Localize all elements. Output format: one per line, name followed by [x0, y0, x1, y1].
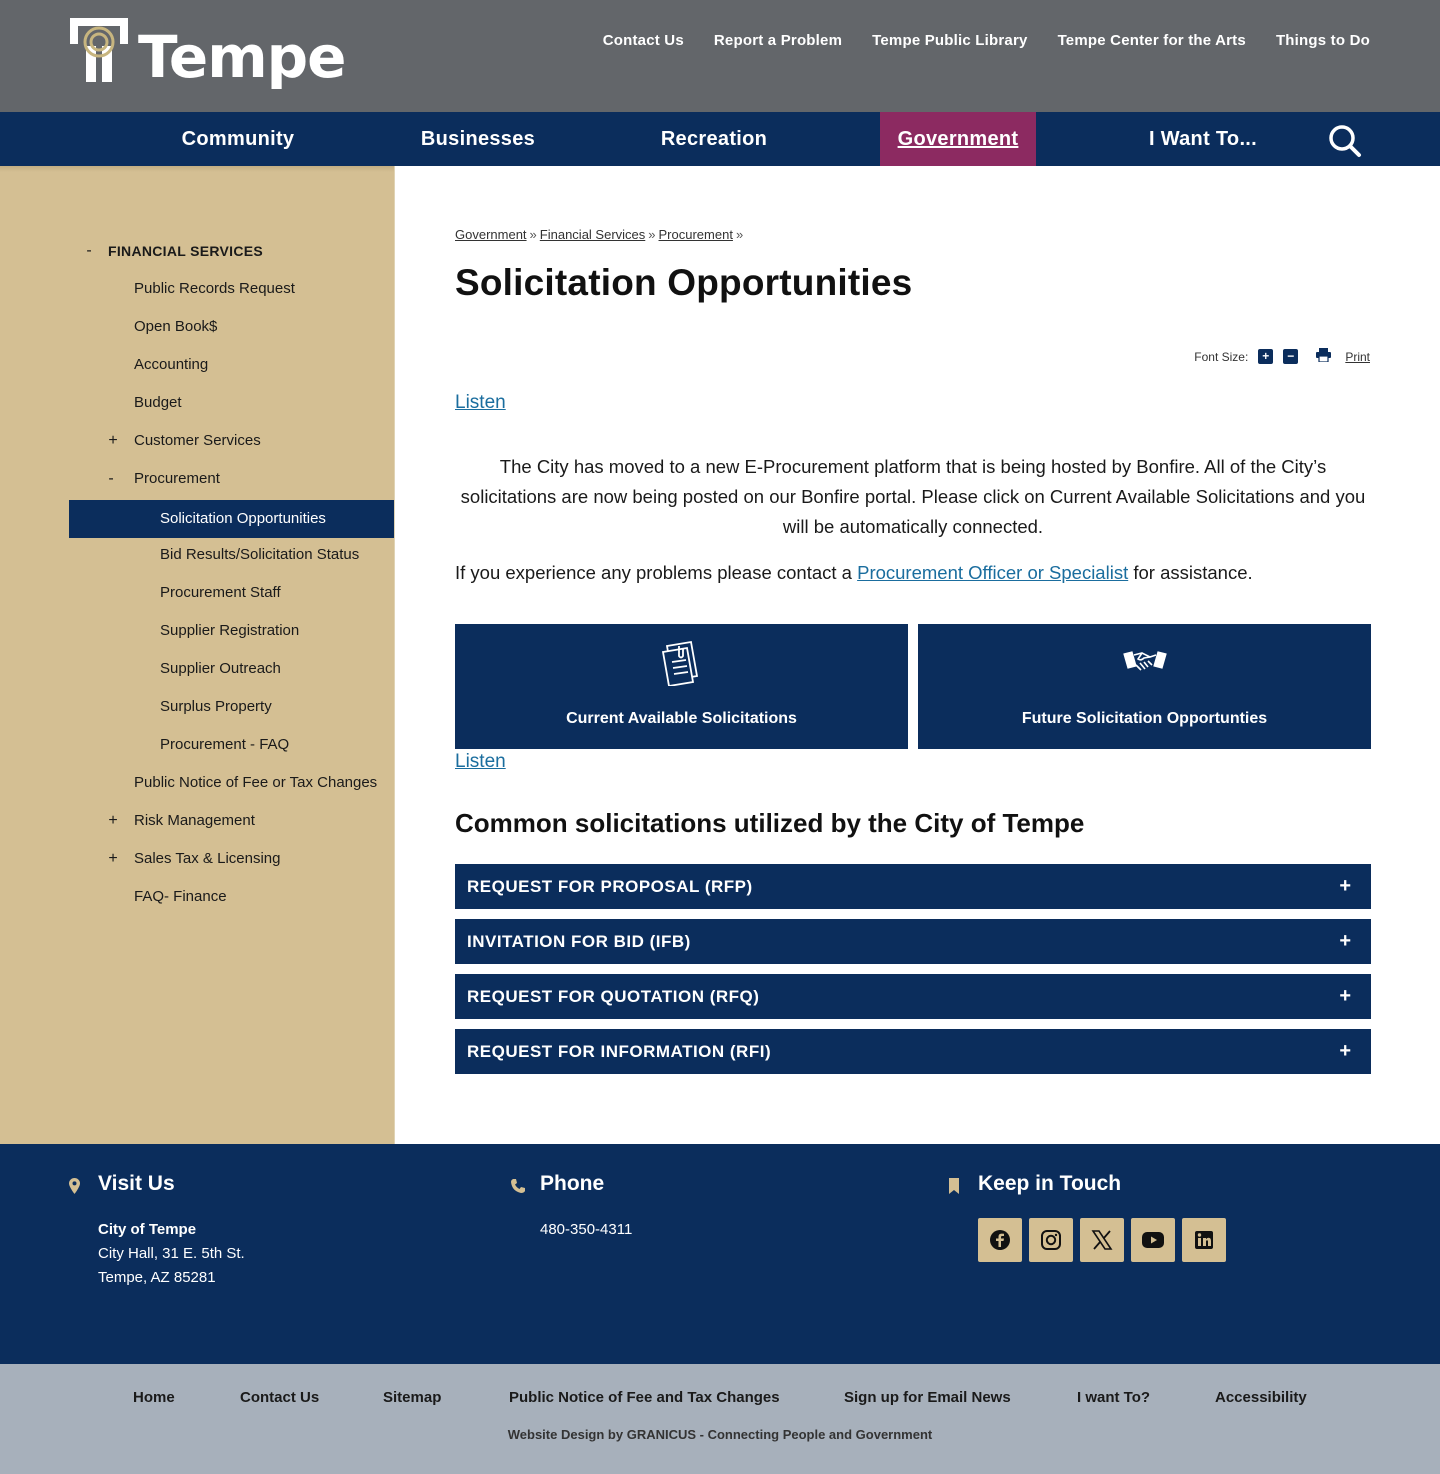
- breadcrumb-financial-services[interactable]: Financial Services: [539, 227, 646, 242]
- sidebar-item-procurement-faq[interactable]: [0, 726, 394, 764]
- footer-link-sitemap[interactable]: Sitemap: [383, 1389, 442, 1406]
- accordion-rfp[interactable]: [455, 864, 1371, 909]
- map-pin-icon: [69, 1178, 80, 1199]
- utility-nav: [603, 32, 1370, 49]
- sidebar-item-public-notice[interactable]: [0, 764, 394, 802]
- sidebar-item-accounting[interactable]: [0, 346, 394, 384]
- sidebar-item-procurement[interactable]: [0, 460, 394, 498]
- granicus-credit-link[interactable]: Website Design by GRANICUS - Connecting People and Government: [507, 1427, 933, 1442]
- search-icon[interactable]: [1324, 120, 1364, 160]
- sidebar-item-label: Procurement - FAQ: [160, 736, 290, 753]
- utility-link-report-problem[interactable]: Report a Problem: [713, 32, 843, 49]
- sidebar-item-label: Accounting: [134, 356, 209, 373]
- sidebar-item-solicitation-opportunities[interactable]: [69, 500, 395, 538]
- nav-item-businesses[interactable]: Businesses: [420, 128, 536, 150]
- sidebar-item-label: Supplier Registration: [160, 622, 300, 639]
- footer-bottom-bar: [0, 1364, 1440, 1474]
- footer-link-public-notice[interactable]: Public Notice of Fee and Tax Changes: [509, 1389, 780, 1406]
- documents-icon: [659, 640, 705, 691]
- expand-icon: +: [1339, 875, 1351, 897]
- nav-item-recreation[interactable]: Recreation: [660, 128, 768, 150]
- phone-title: Phone: [540, 1172, 605, 1195]
- contact-prefix: If you experience any problems please contact a: [455, 562, 858, 583]
- logo-wordmark: Tempe: [138, 23, 346, 91]
- font-increase-button[interactable]: +: [1258, 349, 1273, 364]
- footer-link-accessibility[interactable]: Accessibility: [1215, 1389, 1307, 1406]
- sidebar-heading-financial-services[interactable]: [0, 232, 394, 270]
- handshake-icon: [1122, 648, 1168, 683]
- utility-link-library[interactable]: Tempe Public Library: [872, 32, 1028, 49]
- sidebar-item-label: Risk Management: [134, 812, 255, 829]
- sidebar-item-label: Surplus Property: [160, 698, 272, 715]
- sidebar-item-label: Supplier Outreach: [160, 660, 281, 677]
- tile-label: Future Solicitation Opportunties: [1021, 710, 1268, 727]
- sidebar-item-label: Customer Services: [134, 432, 261, 449]
- accordion-rfi[interactable]: [455, 1029, 1371, 1074]
- page-title: Solicitation Opportunities: [455, 262, 913, 303]
- breadcrumb-government[interactable]: Government: [455, 227, 527, 242]
- font-size-label: Font Size:: [1194, 349, 1249, 364]
- site-footer: [0, 1144, 1440, 1364]
- sidebar-item-label: Procurement: [134, 470, 220, 487]
- address-line-1: City Hall, 31 E. 5th St.: [98, 1245, 245, 1262]
- page-tools: [1194, 348, 1370, 365]
- breadcrumb: [455, 227, 746, 242]
- visit-us-title: Visit Us: [98, 1172, 175, 1195]
- sidebar-item-label: Bid Results/Solicitation Status: [160, 546, 360, 563]
- current-solicitations-button[interactable]: [455, 624, 908, 749]
- sidebar-item-open-book[interactable]: [0, 308, 394, 346]
- footer-link-home[interactable]: Home: [133, 1389, 175, 1406]
- sidebar-item-supplier-registration[interactable]: [0, 612, 394, 650]
- expand-icon: +: [1339, 930, 1351, 952]
- sidebar-item-faq-finance[interactable]: [0, 878, 394, 916]
- sidebar-item-label: Budget: [134, 394, 182, 411]
- section-title: Common solicitations utilized by the City of Tempe: [455, 808, 1085, 838]
- listen-link[interactable]: Listen: [455, 392, 506, 413]
- breadcrumb-separator: »: [529, 227, 537, 242]
- nav-item-i-want-to[interactable]: I Want To...: [1148, 128, 1258, 150]
- sidebar: [0, 166, 394, 1144]
- keep-in-touch-title: Keep in Touch: [978, 1172, 1122, 1195]
- accordion-label: REQUEST FOR PROPOSAL (RFP): [467, 877, 753, 896]
- footer-link-i-want-to[interactable]: I want To?: [1077, 1389, 1151, 1406]
- collapse-toggle[interactable]: -: [108, 470, 114, 487]
- x-icon[interactable]: [1080, 1218, 1124, 1262]
- facebook-icon[interactable]: [978, 1218, 1022, 1262]
- future-opportunities-button[interactable]: [918, 624, 1371, 749]
- linkedin-icon[interactable]: [1182, 1218, 1226, 1262]
- sidebar-item-label: Sales Tax & Licensing: [134, 850, 281, 867]
- address-line-2: Tempe, AZ 85281: [98, 1269, 216, 1286]
- expand-icon: +: [1339, 985, 1351, 1007]
- sidebar-item-label: Public Records Request: [134, 280, 295, 297]
- youtube-icon[interactable]: [1131, 1218, 1175, 1262]
- footer-link-contact-us[interactable]: Contact Us: [240, 1389, 320, 1406]
- print-link[interactable]: Print: [1345, 349, 1370, 364]
- main-nav: [0, 112, 1440, 166]
- tempe-logo[interactable]: [70, 18, 346, 98]
- sidebar-item-label: FAQ- Finance: [134, 888, 227, 905]
- contact-paragraph: [455, 562, 1253, 584]
- accordion-ifb[interactable]: [455, 919, 1371, 964]
- sidebar-item-sales-tax[interactable]: [0, 840, 394, 878]
- sidebar-item-bid-results[interactable]: [0, 536, 394, 574]
- expand-toggle[interactable]: +: [108, 812, 118, 829]
- accordion-label: REQUEST FOR QUOTATION (RFQ): [467, 987, 760, 1006]
- sidebar-item-risk-management[interactable]: [0, 802, 394, 840]
- sidebar-item-label: Solicitation Opportunities: [160, 510, 326, 527]
- utility-link-center-arts[interactable]: Tempe Center for the Arts: [1057, 32, 1246, 49]
- utility-link-contact-us[interactable]: Contact Us: [602, 32, 684, 49]
- phone-number[interactable]: 480-350-4311: [540, 1221, 633, 1238]
- sidebar-item-supplier-outreach[interactable]: [0, 650, 394, 688]
- sidebar-divider: [394, 166, 395, 1144]
- tempe-logo-mark-icon: [70, 18, 130, 84]
- sidebar-shadow: [0, 166, 394, 172]
- sidebar-item-surplus-property[interactable]: [0, 688, 394, 726]
- intro-paragraph: The City has moved to a new E-Procurement platform that is being hosted by Bonfire. All of the City’s solicitations are now being posted on our Bonfire portal. Please click on Current Available Solicitations and you will be automatically connected.: [460, 456, 1366, 537]
- sidebar-item-public-records[interactable]: [0, 270, 394, 308]
- tile-label: Current Available Solicitations: [566, 710, 797, 727]
- utility-link-things-to-do[interactable]: Things to Do: [1275, 32, 1370, 49]
- sidebar-item-label: Procurement Staff: [160, 584, 281, 601]
- instagram-icon[interactable]: [1029, 1218, 1073, 1262]
- breadcrumb-procurement[interactable]: Procurement: [658, 227, 733, 242]
- sidebar-item-customer-services[interactable]: [0, 422, 394, 460]
- city-name: City of Tempe: [98, 1221, 197, 1238]
- contact-suffix: for assistance.: [1128, 562, 1253, 583]
- sidebar-item-budget[interactable]: [0, 384, 394, 422]
- accordion-rfq[interactable]: [455, 974, 1371, 1019]
- accordion-label: REQUEST FOR INFORMATION (RFI): [467, 1042, 772, 1061]
- collapse-toggle[interactable]: -: [86, 242, 92, 259]
- nav-item-government[interactable]: Government: [880, 112, 1036, 166]
- breadcrumb-separator: »: [735, 227, 744, 242]
- breadcrumb-separator: »: [648, 227, 656, 242]
- sidebar-item-label: Public Notice of Fee or Tax Changes: [134, 774, 378, 791]
- expand-toggle[interactable]: +: [108, 850, 118, 867]
- accordion-label: INVITATION FOR BID (IFB): [467, 932, 691, 951]
- sidebar-item-label: Open Book$: [134, 318, 218, 335]
- nav-item-community[interactable]: Community: [181, 128, 295, 150]
- sidebar-item-procurement-staff[interactable]: [0, 574, 394, 612]
- bookmark-icon: [949, 1178, 959, 1199]
- print-icon[interactable]: [1316, 348, 1331, 365]
- font-decrease-button[interactable]: −: [1283, 349, 1298, 364]
- expand-icon: +: [1339, 1040, 1351, 1062]
- expand-toggle[interactable]: +: [108, 432, 118, 449]
- sidebar-heading-label: FINANCIAL SERVICES: [108, 243, 264, 259]
- procurement-officer-link[interactable]: Procurement Officer or Specialist: [857, 562, 1129, 583]
- site-header: [0, 0, 1440, 112]
- listen-link[interactable]: Listen: [455, 751, 506, 772]
- footer-link-email-news[interactable]: Sign up for Email News: [844, 1389, 1011, 1406]
- phone-icon: [510, 1178, 526, 1199]
